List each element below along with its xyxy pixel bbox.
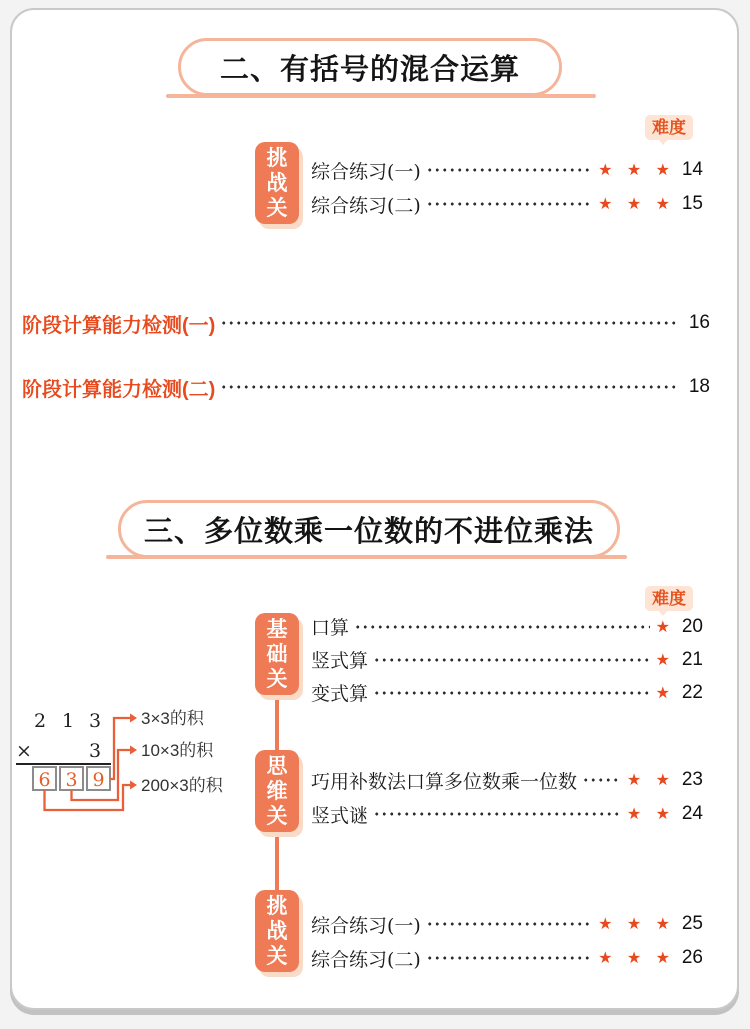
dot-leader [220,379,676,395]
dot-leader [426,950,592,966]
page-number: 26 [681,947,703,968]
badge-char: 挑 [266,146,288,170]
group-challenge-section-two [255,142,703,224]
difficulty-bubble [645,115,693,140]
badge-char: 础 [266,642,288,666]
toc-entry-label: 竖式谜 [311,804,369,827]
dot-leader [582,772,621,788]
group-basic-section-three [255,613,703,709]
dot-leader [426,196,592,212]
toc-rows [311,142,703,224]
toc-row [311,907,703,941]
badge-char: 关 [266,667,288,691]
star-rating: ★ ★ ★ [598,196,675,213]
product-digit: 3 [65,769,78,791]
difficulty-label: 难度 [652,118,686,137]
star-rating: ★ ★ ★ [598,950,675,967]
multiplicand-digit: 1 [61,710,75,732]
page-number: 16 [688,312,710,333]
assessment-label: 阶段计算能力检测(二) [22,378,216,401]
page-number: 24 [681,803,703,824]
star-rating: ★ ★ ★ [598,916,675,933]
badge-char: 战 [266,919,288,943]
dot-leader [373,685,650,701]
chapter-title-text: 三、多位数乘一位数的不进位乘法 [143,515,594,548]
toc-rows [311,610,703,709]
badge-char: 关 [266,196,288,220]
group-challenge-section-three [255,890,703,975]
toc-rows [311,750,703,832]
dot-leader [373,806,621,822]
product-digit: 6 [38,769,51,791]
arrowhead-icon [130,746,137,755]
badge-connector-line [275,830,279,892]
toc-row [311,187,703,221]
toc-row [311,763,703,797]
badge-challenge [255,142,299,224]
difficulty-bubble [645,586,693,611]
badge-basic [255,613,299,695]
page-number: 18 [688,376,710,397]
toc-entry-label: 变式算 [311,683,369,705]
multiplier-digit: 3 [88,740,102,762]
difficulty-label: 难度 [652,589,686,608]
toc-rows [311,890,703,975]
arrow-line [110,718,130,779]
star-rating: ★ [655,651,675,669]
arrowhead-icon [130,781,137,790]
page-number: 25 [681,913,703,934]
badge-char: 战 [266,171,288,195]
badge-challenge [255,890,299,972]
dot-leader [426,162,592,178]
chapter-title-section-three [118,500,620,558]
page-number: 23 [681,769,703,790]
star-rating: ★ ★ ★ [598,162,675,179]
dot-leader [426,916,592,932]
diagram-annotation: 200×3的积 [141,776,223,795]
badge-thinking [255,750,299,832]
toc-row [311,941,703,975]
badge-char: 思 [266,754,288,778]
multiplication-diagram [14,700,264,825]
toc-entry-label: 巧用补数法口算多位数乘一位数 [311,770,578,793]
badge-char: 挑 [266,894,288,918]
toc-row [311,797,703,831]
toc-row [311,610,703,643]
toc-row [311,153,703,187]
toc-row [311,643,703,676]
diagram-annotation: 3×3的积 [141,709,204,728]
star-rating: ★ ★ [626,772,675,789]
star-rating: ★ [655,618,675,636]
diagram-annotation: 10×3的积 [141,741,214,760]
dot-leader [220,315,676,331]
page-number: 21 [681,648,703,670]
assessment-row [22,306,710,340]
page-number: 22 [681,681,703,703]
badge-char: 关 [266,944,288,968]
arrowhead-icon [130,714,137,723]
toc-entry-label: 综合练习(一) [311,160,421,183]
badge-char: 关 [266,804,288,828]
toc-entry-label: 竖式算 [311,650,369,672]
toc-entry-label: 综合练习(二) [311,948,421,971]
star-rating: ★ [655,684,675,702]
assessment-label: 阶段计算能力检测(一) [22,314,216,337]
star-rating: ★ ★ [626,806,675,823]
page-number: 15 [681,193,703,214]
badge-char: 维 [266,779,288,803]
assessment-row [22,370,710,404]
page-number: 20 [681,615,703,637]
chapter-title-text: 二、有括号的混合运算 [219,53,520,86]
multiplicand-digit: 3 [88,710,102,732]
badge-char: 基 [266,617,288,641]
toc-entry-label: 综合练习(二) [311,194,421,217]
times-sign: × [16,740,32,762]
dot-leader [354,619,650,635]
toc-entry-label: 口算 [311,617,350,639]
page-number: 14 [681,159,703,180]
toc-row [311,676,703,709]
product-digit: 9 [92,769,105,791]
multiplicand-digit: 2 [33,710,47,732]
group-thinking-section-three [255,750,703,832]
chapter-title-section-two [178,38,562,96]
toc-entry-label: 综合练习(一) [311,914,421,937]
dot-leader [373,652,650,668]
